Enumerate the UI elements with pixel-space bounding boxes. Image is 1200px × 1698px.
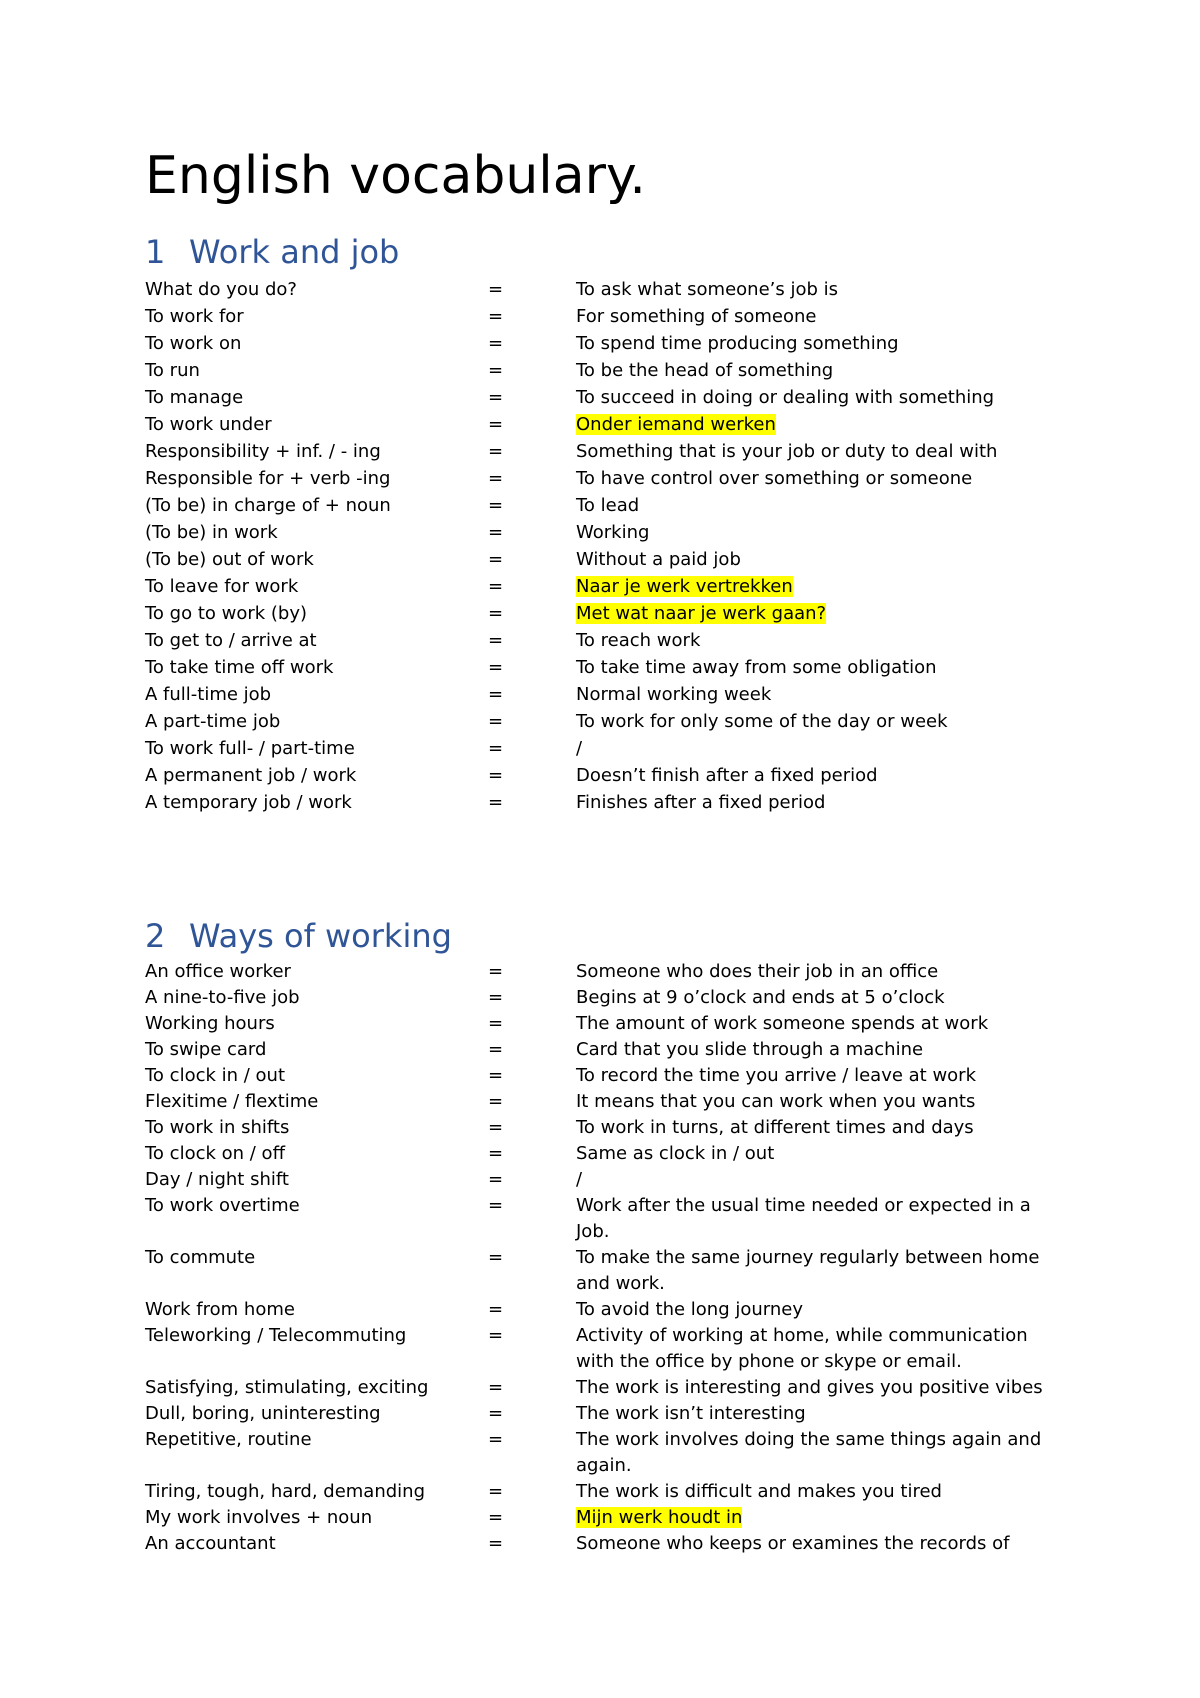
vocab-list-ways-of-working — [145, 959, 1045, 1557]
section-title: Work and job — [189, 233, 400, 271]
vocab-definition-cell — [576, 1427, 1044, 1479]
equals-sign: = — [488, 1013, 504, 1034]
vocab-definition-cell — [576, 1115, 1044, 1141]
vocab-row — [145, 411, 1045, 438]
vocab-definition: To spend time producing something — [576, 333, 899, 354]
vocab-row — [145, 1193, 1045, 1245]
section-title: Ways of working — [189, 917, 452, 955]
equals-sign: = — [488, 279, 504, 300]
vocab-definition: To succeed in doing or dealing with something — [576, 387, 995, 408]
equals-sign: = — [488, 495, 504, 516]
equals-sign: = — [488, 1377, 504, 1398]
equals-sign: = — [488, 1091, 504, 1112]
vocab-definition: / — [576, 738, 583, 759]
highlighted-definition: Mijn werk houdt in — [576, 1507, 743, 1528]
document-title: English vocabulary. — [145, 146, 646, 206]
equals-sign: = — [488, 1507, 504, 1528]
vocab-definition: Work after the usual time needed or expected in a Job. — [576, 1195, 1031, 1242]
vocab-definition: Doesn’t finish after a fixed period — [576, 765, 878, 786]
vocab-term: To work full- / part-time — [145, 738, 355, 759]
equals-sign: = — [488, 576, 504, 597]
vocab-definition: To work for only some of the day or week — [576, 711, 948, 732]
vocab-definition-cell — [576, 1063, 1044, 1089]
vocab-row — [145, 1427, 1045, 1479]
vocab-term: To go to work (by) — [145, 603, 308, 624]
vocab-definition: To avoid the long journey — [576, 1299, 803, 1320]
vocab-term: Day / night shift — [145, 1169, 289, 1190]
vocab-row — [145, 654, 1045, 681]
vocab-definition-cell — [576, 1193, 1044, 1245]
equals-sign: = — [488, 1169, 504, 1190]
vocab-row — [145, 735, 1045, 762]
vocab-definition-cell — [576, 1505, 1044, 1531]
equals-sign: = — [488, 987, 504, 1008]
vocab-row — [145, 681, 1045, 708]
vocab-term: A part-time job — [145, 711, 281, 732]
equals-sign: = — [488, 1299, 504, 1320]
vocab-definition-cell — [576, 708, 1044, 735]
vocab-term: An accountant — [145, 1533, 276, 1554]
equals-sign: = — [488, 657, 504, 678]
vocab-definition-cell — [576, 959, 1044, 985]
vocab-term: To get to / arrive at — [145, 630, 317, 651]
vocab-term: Teleworking / Telecommuting — [145, 1325, 407, 1346]
equals-sign: = — [488, 738, 504, 759]
equals-sign: = — [488, 792, 504, 813]
vocab-term: To run — [145, 360, 200, 381]
vocab-definition: To record the time you arrive / leave at work — [576, 1065, 977, 1086]
vocab-definition: To lead — [576, 495, 640, 516]
vocab-definition-cell — [576, 519, 1044, 546]
vocab-row — [145, 330, 1045, 357]
vocab-definition-cell — [576, 1167, 1044, 1193]
vocab-row — [145, 384, 1045, 411]
vocab-row — [145, 1141, 1045, 1167]
vocab-definition: Activity of working at home, while communication with the office by phone or skype or email. — [576, 1325, 1028, 1372]
vocab-term: Tiring, tough, hard, demanding — [145, 1481, 426, 1502]
vocab-definition-cell — [576, 1531, 1044, 1557]
equals-sign: = — [488, 333, 504, 354]
vocab-definition-cell — [576, 1141, 1044, 1167]
vocab-row — [145, 1167, 1045, 1193]
vocab-definition-cell — [576, 1245, 1044, 1297]
vocab-definition: / — [576, 1169, 583, 1190]
vocab-row — [145, 1063, 1045, 1089]
vocab-definition: Same as clock in / out — [576, 1143, 775, 1164]
vocab-definition-cell — [576, 465, 1044, 492]
vocab-row — [145, 985, 1045, 1011]
vocab-definition: To take time away from some obligation — [576, 657, 937, 678]
equals-sign: = — [488, 360, 504, 381]
vocab-definition: To have control over something or someone — [576, 468, 973, 489]
vocab-definition-cell — [576, 330, 1044, 357]
section-number: 2 — [145, 917, 166, 955]
vocab-definition-cell — [576, 1037, 1044, 1063]
highlighted-definition: Onder iemand werken — [576, 414, 776, 435]
vocab-term: A nine-to-five job — [145, 987, 300, 1008]
vocab-row — [145, 708, 1045, 735]
vocab-definition: Working — [576, 522, 650, 543]
vocab-row — [145, 600, 1045, 627]
vocab-definition-cell — [576, 681, 1044, 708]
equals-sign: = — [488, 1065, 504, 1086]
vocab-definition-cell — [576, 492, 1044, 519]
vocab-row — [145, 492, 1045, 519]
vocab-term: Work from home — [145, 1299, 295, 1320]
vocab-term: To clock in / out — [145, 1065, 286, 1086]
vocab-definition: Something that is your job or duty to deal with — [576, 441, 998, 462]
vocab-term: Repetitive, routine — [145, 1429, 312, 1450]
vocab-list-work-and-job — [145, 276, 1045, 816]
vocab-row — [145, 762, 1045, 789]
section-number: 1 — [145, 233, 166, 271]
vocab-definition-cell — [576, 573, 1044, 600]
vocab-term: To manage — [145, 387, 244, 408]
vocab-definition-cell — [576, 1375, 1044, 1401]
equals-sign: = — [488, 1429, 504, 1450]
vocab-row — [145, 573, 1045, 600]
vocab-row — [145, 789, 1045, 816]
vocab-definition: To be the head of something — [576, 360, 834, 381]
equals-sign: = — [488, 387, 504, 408]
vocab-term: A full-time job — [145, 684, 272, 705]
section-heading-work-and-job — [145, 232, 399, 272]
section-heading-ways-of-working — [145, 916, 452, 956]
vocab-term: To clock on / off — [145, 1143, 285, 1164]
vocab-row — [145, 276, 1045, 303]
vocab-definition-cell — [576, 1297, 1044, 1323]
vocab-row — [145, 627, 1045, 654]
vocab-definition-cell — [576, 762, 1044, 789]
equals-sign: = — [488, 441, 504, 462]
highlighted-definition: Met wat naar je werk gaan? — [576, 603, 827, 624]
vocab-definition-cell — [576, 627, 1044, 654]
vocab-definition-cell — [576, 735, 1044, 762]
vocab-term: Dull, boring, uninteresting — [145, 1403, 381, 1424]
vocab-term: To work on — [145, 333, 242, 354]
vocab-row — [145, 1297, 1045, 1323]
vocab-definition: Someone who keeps or examines the records of — [576, 1533, 1010, 1554]
vocab-term: Satisfying, stimulating, exciting — [145, 1377, 429, 1398]
vocab-definition-cell — [576, 1323, 1044, 1375]
equals-sign: = — [488, 414, 504, 435]
vocab-definition-cell — [576, 600, 1044, 627]
vocab-row — [145, 1037, 1045, 1063]
vocab-definition-cell — [576, 357, 1044, 384]
vocab-term: To commute — [145, 1247, 256, 1268]
equals-sign: = — [488, 603, 504, 624]
vocab-definition: The work involves doing the same things again and again. — [576, 1429, 1042, 1476]
vocab-definition: Begins at 9 o’clock and ends at 5 o’clock — [576, 987, 945, 1008]
vocab-term: To take time off work — [145, 657, 334, 678]
vocab-definition: The work is difficult and makes you tired — [576, 1481, 942, 1502]
vocab-row — [145, 303, 1045, 330]
equals-sign: = — [488, 1403, 504, 1424]
vocab-term: (To be) out of work — [145, 549, 314, 570]
vocab-term: A permanent job / work — [145, 765, 357, 786]
vocab-row — [145, 1115, 1045, 1141]
vocab-definition: To make the same journey regularly between home and work. — [576, 1247, 1040, 1294]
vocab-definition: The amount of work someone spends at work — [576, 1013, 989, 1034]
vocab-row — [145, 1531, 1045, 1557]
vocab-term: To swipe card — [145, 1039, 267, 1060]
equals-sign: = — [488, 711, 504, 732]
vocab-row — [145, 519, 1045, 546]
equals-sign: = — [488, 630, 504, 651]
vocab-definition-cell — [576, 276, 1044, 303]
equals-sign: = — [488, 522, 504, 543]
vocab-definition-cell — [576, 1089, 1044, 1115]
vocab-term: Responsibility + inf. / - ing — [145, 441, 381, 462]
vocab-definition: To work in turns, at different times and days — [576, 1117, 974, 1138]
vocab-row — [145, 1401, 1045, 1427]
vocab-definition-cell — [576, 546, 1044, 573]
vocab-definition-cell — [576, 654, 1044, 681]
vocab-definition-cell — [576, 1401, 1044, 1427]
vocab-term: To work for — [145, 306, 244, 327]
vocab-row — [145, 1375, 1045, 1401]
vocab-term: A temporary job / work — [145, 792, 352, 813]
vocab-definition-cell — [576, 303, 1044, 330]
equals-sign: = — [488, 1247, 504, 1268]
vocab-definition: Finishes after a fixed period — [576, 792, 826, 813]
vocab-definition: Without a paid job — [576, 549, 741, 570]
vocab-row — [145, 1323, 1045, 1375]
vocab-definition: To reach work — [576, 630, 701, 651]
vocab-term: An office worker — [145, 961, 291, 982]
equals-sign: = — [488, 1143, 504, 1164]
vocab-term: Flexitime / flextime — [145, 1091, 319, 1112]
equals-sign: = — [488, 961, 504, 982]
equals-sign: = — [488, 1481, 504, 1502]
vocab-row — [145, 357, 1045, 384]
vocab-row — [145, 1479, 1045, 1505]
vocab-row — [145, 959, 1045, 985]
equals-sign: = — [488, 1039, 504, 1060]
equals-sign: = — [488, 468, 504, 489]
vocab-term: (To be) in work — [145, 522, 278, 543]
vocab-definition-cell — [576, 789, 1044, 816]
equals-sign: = — [488, 684, 504, 705]
vocab-term: Responsible for + verb -ing — [145, 468, 391, 489]
vocab-definition-cell — [576, 438, 1044, 465]
vocab-term: My work involves + noun — [145, 1507, 373, 1528]
vocab-row — [145, 1011, 1045, 1037]
vocab-definition: Someone who does their job in an office — [576, 961, 939, 982]
vocab-definition: For something of someone — [576, 306, 817, 327]
vocab-definition: The work isn’t interesting — [576, 1403, 806, 1424]
vocab-definition: Card that you slide through a machine — [576, 1039, 924, 1060]
vocab-row — [145, 465, 1045, 492]
vocab-row — [145, 1245, 1045, 1297]
vocab-row — [145, 1089, 1045, 1115]
vocab-definition: The work is interesting and gives you positive vibes — [576, 1377, 1043, 1398]
equals-sign: = — [488, 1533, 504, 1554]
highlighted-definition: Naar je werk vertrekken — [576, 576, 793, 597]
vocab-definition-cell — [576, 1011, 1044, 1037]
vocab-term: To work under — [145, 414, 272, 435]
vocab-row — [145, 438, 1045, 465]
vocab-definition-cell — [576, 411, 1044, 438]
vocab-definition-cell — [576, 384, 1044, 411]
vocab-definition-cell — [576, 1479, 1044, 1505]
vocab-definition: To ask what someone’s job is — [576, 279, 839, 300]
vocab-row — [145, 1505, 1045, 1531]
vocab-definition: Normal working week — [576, 684, 772, 705]
vocab-term: What do you do? — [145, 279, 297, 300]
vocab-term: To work overtime — [145, 1195, 300, 1216]
vocab-definition-cell — [576, 985, 1044, 1011]
equals-sign: = — [488, 1117, 504, 1138]
vocab-term: (To be) in charge of + noun — [145, 495, 391, 516]
vocab-definition: It means that you can work when you wants — [576, 1091, 976, 1112]
vocab-row — [145, 546, 1045, 573]
vocab-term: To leave for work — [145, 576, 299, 597]
vocab-term: To work in shifts — [145, 1117, 290, 1138]
equals-sign: = — [488, 765, 504, 786]
equals-sign: = — [488, 306, 504, 327]
vocab-term: Working hours — [145, 1013, 275, 1034]
equals-sign: = — [488, 1325, 504, 1346]
equals-sign: = — [488, 549, 504, 570]
equals-sign: = — [488, 1195, 504, 1216]
